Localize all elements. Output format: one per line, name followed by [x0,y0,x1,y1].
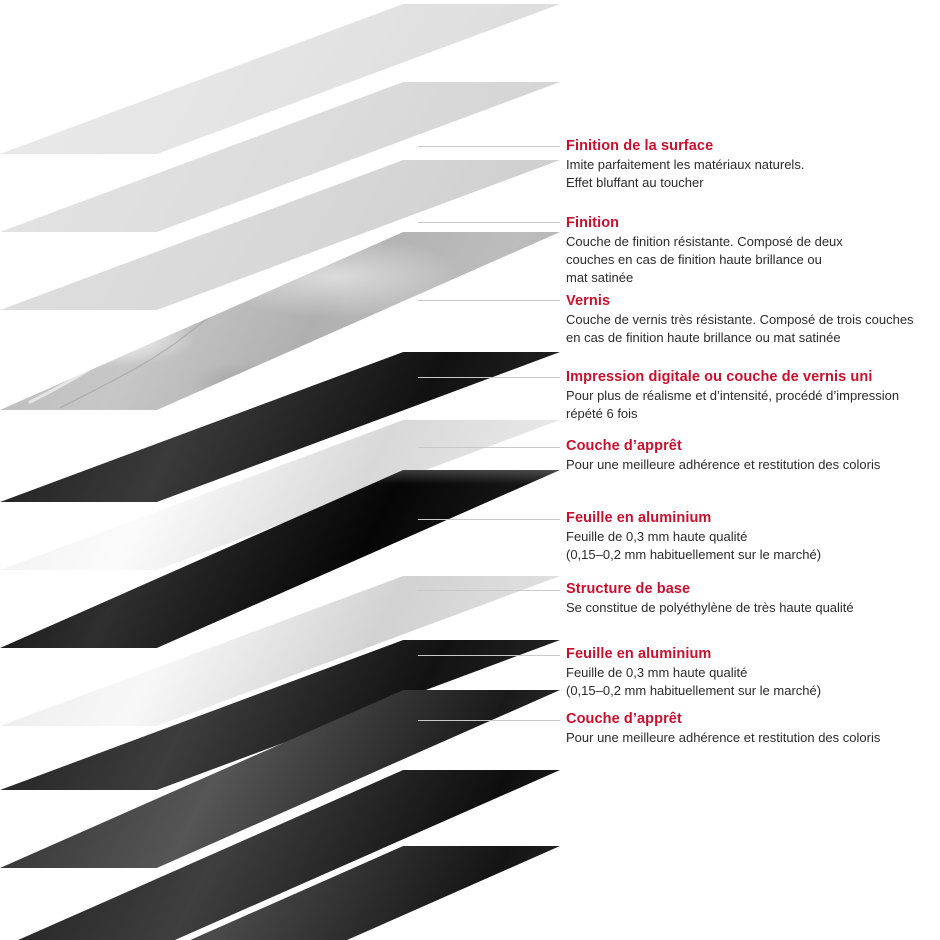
callout-finition-de-la-surface [566,137,940,192]
callout-structure-de-base [566,580,940,617]
callout-line: Feuille de 0,3 mm haute qualité [566,529,748,545]
callout-line: Feuille de 0,3 mm haute qualité [566,665,748,681]
callout-line: Pour une meilleure adhérence et restitution des coloris [566,457,881,473]
leader-line-impression-digitale [418,377,560,378]
callout-vernis [566,292,940,347]
callout-line: (0,15–0,2 mm habituellement sur le marché) [566,682,822,698]
callout-title: Couche d’apprêt [566,438,682,454]
callout-line: en cas de finition haute brillance ou mat satinée [566,329,841,345]
callout-body [566,729,940,747]
leader-line-finition-de-la-surface [418,146,560,147]
callout-title: Impression digitale ou couche de vernis uni [566,369,873,385]
leader-line-finition [418,222,560,223]
callout-title: Feuille en aluminium [566,646,712,662]
callout-finition [566,214,940,287]
leader-line-structure-de-base [418,590,560,591]
callout-line: Couche de finition résistante. Composé de deux [566,234,843,250]
callout-title: Couche d’apprêt [566,711,682,727]
callout-line: (0,15–0,2 mm habituellement sur le marché) [566,546,822,562]
callout-line: Effet bluffant au toucher [566,174,704,190]
callout-impression-digitale [566,368,940,423]
callout-body [566,664,940,700]
callout-line: Pour plus de réalisme et d’intensité, procédé d’impression [566,388,900,404]
callout-body [566,156,940,192]
leader-line-feuille-en-aluminium-haut [418,519,560,520]
callout-line: mat satinée [566,269,634,285]
callout-title: Finition [566,215,620,231]
callout-title: Finition de la surface [566,138,714,154]
callout-line: couches en cas de finition haute brillance ou [566,251,822,267]
callout-line: répété 6 fois [566,405,638,421]
callout-body [566,599,940,617]
callout-line: Pour une meilleure adhérence et restitution des coloris [566,730,881,746]
leader-line-couche-d-appret-bas [418,720,560,721]
leader-line-vernis [418,300,560,301]
callout-title: Structure de base [566,581,691,597]
callout-body [566,233,940,286]
callout-body [566,387,940,423]
leader-line-feuille-en-aluminium-bas [418,655,560,656]
callout-title: Feuille en aluminium [566,510,712,526]
callout-line: Couche de vernis très résistante. Composé de trois couches [566,312,914,328]
callout-couche-d-appret-bas [566,710,940,747]
callout-title: Vernis [566,293,611,309]
callout-line: Imite parfaitement les matériaux naturels. [566,157,805,173]
callout-feuille-en-aluminium-haut [566,509,940,564]
callout-couche-d-appret-haut [566,437,940,474]
callout-feuille-en-aluminium-bas [566,645,940,700]
callout-body [566,456,940,474]
leader-line-couche-d-appret-haut [418,447,560,448]
callout-line: Se constitue de polyéthylène de très haute qualité [566,600,854,616]
callout-body [566,311,940,347]
callout-body [566,528,940,564]
